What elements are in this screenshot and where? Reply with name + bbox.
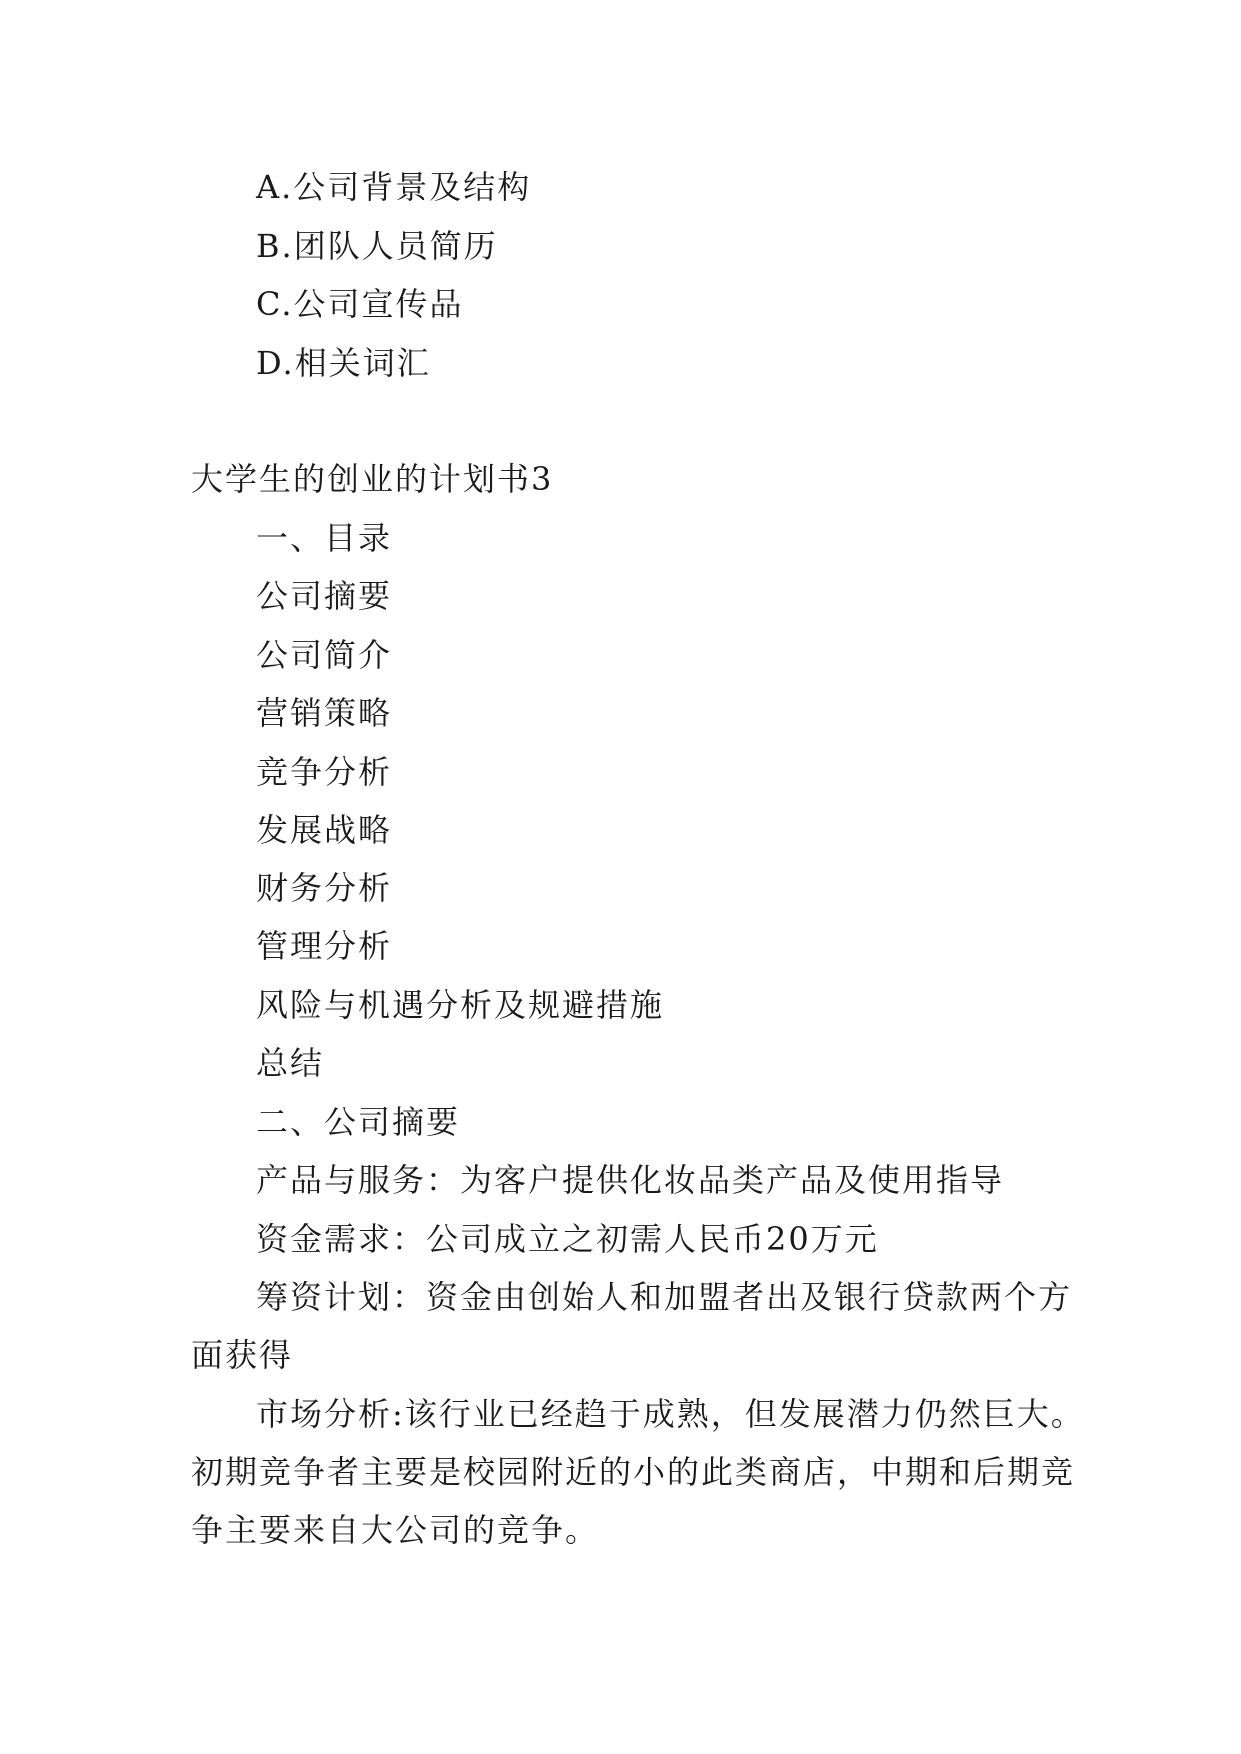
toc-item: 营销策略 [256,694,393,732]
funding-plan-line: 筹资计划：资金由创始人和加盟者出及银行贷款两个方 [256,1278,1073,1316]
summary-heading: 二、公司摘要 [256,1103,461,1141]
toc-item: 竞争分析 [256,753,393,791]
funding-need-line: 资金需求：公司成立之初需人民币20万元 [256,1220,879,1258]
toc-item: 风险与机遇分析及规避措施 [256,986,665,1024]
toc-item: 公司摘要 [256,577,393,615]
toc-item: 管理分析 [256,927,393,965]
toc-item: 总结 [256,1044,325,1082]
section-title: 大学生的创业的计划书3 [191,460,554,498]
market-analysis-continuation: 初期竞争者主要是校园附近的小的此类商店，中期和后期竞 [191,1453,1076,1491]
products-line: 产品与服务：为客户提供化妆品类产品及使用指导 [256,1161,1005,1199]
toc-item: 财务分析 [256,869,393,907]
market-analysis-line: 市场分析:该行业已经趋于成熟，但发展潜力仍然巨大。 [256,1395,1085,1433]
toc-item: 公司简介 [256,636,393,674]
toc-item: 发展战略 [256,811,393,849]
funding-plan-continuation: 面获得 [191,1336,294,1374]
market-analysis-continuation: 争主要来自大公司的竞争。 [191,1511,600,1549]
appendix-item-b: B.团队人员简历 [256,227,498,265]
toc-heading: 一、目录 [256,519,393,557]
appendix-item-c: C.公司宣传品 [256,285,464,323]
appendix-item-d: D.相关词汇 [256,344,431,382]
appendix-item-a: A.公司背景及结构 [256,168,532,206]
